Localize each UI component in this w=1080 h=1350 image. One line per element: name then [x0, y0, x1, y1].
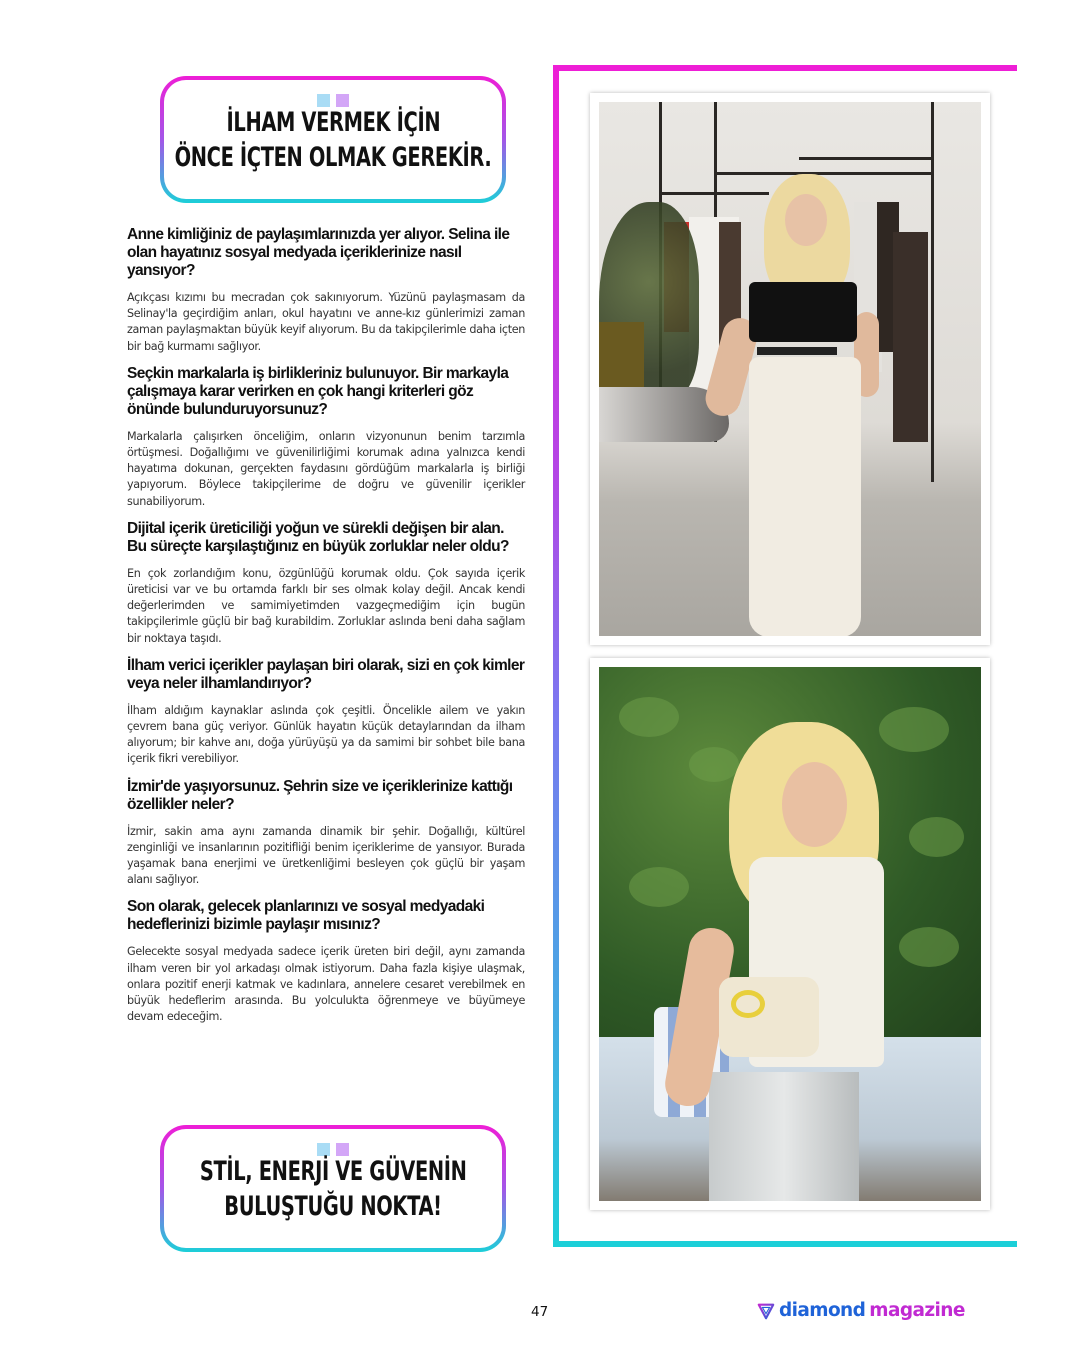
page-number: 47: [531, 1304, 549, 1320]
answer: İzmir, sakin ama aynı zamanda dinamik bir şehir. Doğallığı, kültürel zenginliği ve insanlarının pozitifliği benim içeriklerime de yansıyor. Burada yaşamak bana enerjimi ve üretkenliğimi besleyen çok güçlü bir yaşam alanı sağlıyor.: [127, 824, 525, 887]
qa-item: [127, 657, 525, 768]
callout-top: [160, 76, 506, 203]
question: Anne kimliğiniz de paylaşımlarınızda yer alıyor. Selina ile olan hayatınız sosyal medyada içeriklerinize nasıl yansıyor?: [127, 226, 510, 279]
callout-bottom-line-2: BULUŞTUĞU NOKTA!: [224, 1190, 442, 1222]
answer: İlham aldığım kaynaklar aslında çok çeşitli. Öncelikle ailem ve yakın çevrem bana güç veriyor. Günlük hayatın küçük detaylarından da ilham alıyorum; bir kahve anı, doğa yürüyüşü ya da samimi bir sohbet bile bana içerik fikri verebiliyor.: [127, 703, 525, 766]
brand-name-diamond: diamond: [779, 1300, 866, 1321]
question: Son olarak, gelecek planlarınızı ve sosyal medyadaki hedeflerinizi bizimle paylaşır mısınız?: [127, 898, 485, 934]
brand-logo: [757, 1300, 965, 1321]
callout-top-line-1: İLHAM VERMEK İÇİN: [226, 106, 440, 138]
answer: En çok zorlandığım konu, özgünlüğü korumak oldu. Çok sayıda içerik üreticisi var ve bu ortamda farklı bir ses olmak kolay değil. Ancak kendi değerlerimden ve samimiyetimden vazgeçmediğim için bugün takipçilerimle güçlü bir bağ kurabildim. Zorluklar aslında beni daha sağlam bir noktaya taşıdı.: [127, 566, 525, 645]
frame-top-border: [553, 65, 1017, 71]
interview-column: [127, 226, 525, 1035]
callout-top-inner: [164, 80, 502, 199]
qa-item: [127, 226, 525, 355]
photo-garden: [590, 658, 990, 1210]
frame-bottom-border: [553, 1241, 1017, 1247]
callout-bottom-line-1: STİL, ENERJİ VE GÜVENİN: [199, 1155, 467, 1187]
frame-left-border: [553, 65, 559, 1247]
qa-item: [127, 520, 525, 647]
answer: Gelecekte sosyal medyada sadece içerik üreten biri değil, aynı zamanda ilham veren bir yol arkadaşı olmak istiyorum. Daha fazla kişiye ulaşmak, onlara pozitif enerji katmak ve kadınlara, annelere cesaret verebilmek en büyük hedeflerim arasında. Bu yolculukta öğrenmeye ve büyümeye devam edeceğim.: [127, 945, 525, 1024]
photo-boutique-image: [599, 102, 981, 636]
question: Dijital içerik üreticiliği yoğun ve sürekli değişen bir alan. Bu süreçte karşılaştığınız en büyük zorluklar neler oldu?: [127, 519, 509, 555]
answer: Markalarla çalışırken önceliğim, onların vizyonunun benim tarzımla örtüşmesi. Doğallığımı ve güvenilirliğimi korumak adına yalnızca kendi hayatıma dokunan, gerçekten faydasını gördüğüm markalarla iş birliği yapıyorum. Böylece takipçilerime de doğru ve güvenilir içerikler sunabiliyorum.: [127, 429, 525, 508]
brand-name-magazine: magazine: [869, 1300, 965, 1321]
question: İlham verici içerikler paylaşan biri olarak, sizi en çok kimler veya neler ilhamlandırıyor?: [127, 656, 525, 692]
qa-item: [127, 898, 525, 1025]
diamond-logo-icon: [757, 1302, 775, 1320]
question: İzmir'de yaşıyorsunuz. Şehrin size ve içeriklerinize kattığı özellikler neler?: [127, 777, 513, 813]
photo-boutique: [590, 93, 990, 645]
qa-item: [127, 365, 525, 510]
callout-bottom-inner: [164, 1129, 502, 1248]
qa-item: [127, 778, 525, 889]
callout-bottom: [160, 1125, 506, 1252]
question: Seçkin markalarla iş birlikleriniz bulunuyor. Bir markayla çalışmaya karar verirken en çok hangi kriterleri göz önünde bulunduruyorsunuz?: [127, 364, 509, 418]
photo-garden-image: [599, 667, 981, 1201]
answer: Açıkçası kızımı bu mecradan çok sakınıyorum. Yüzünü paylaşmasam da Selinay'la geçirdiğim anları, okul hayatını ve anne-kız günlerimizi zaman zaman paylaşmaktan büyük keyif alıyorum. Bu da takipçilerimle daha içten bir bağ kurmamı sağlıyor.: [127, 291, 525, 353]
callout-top-line-2: ÖNCE İÇTEN OLMAK GEREKİR.: [174, 141, 492, 173]
